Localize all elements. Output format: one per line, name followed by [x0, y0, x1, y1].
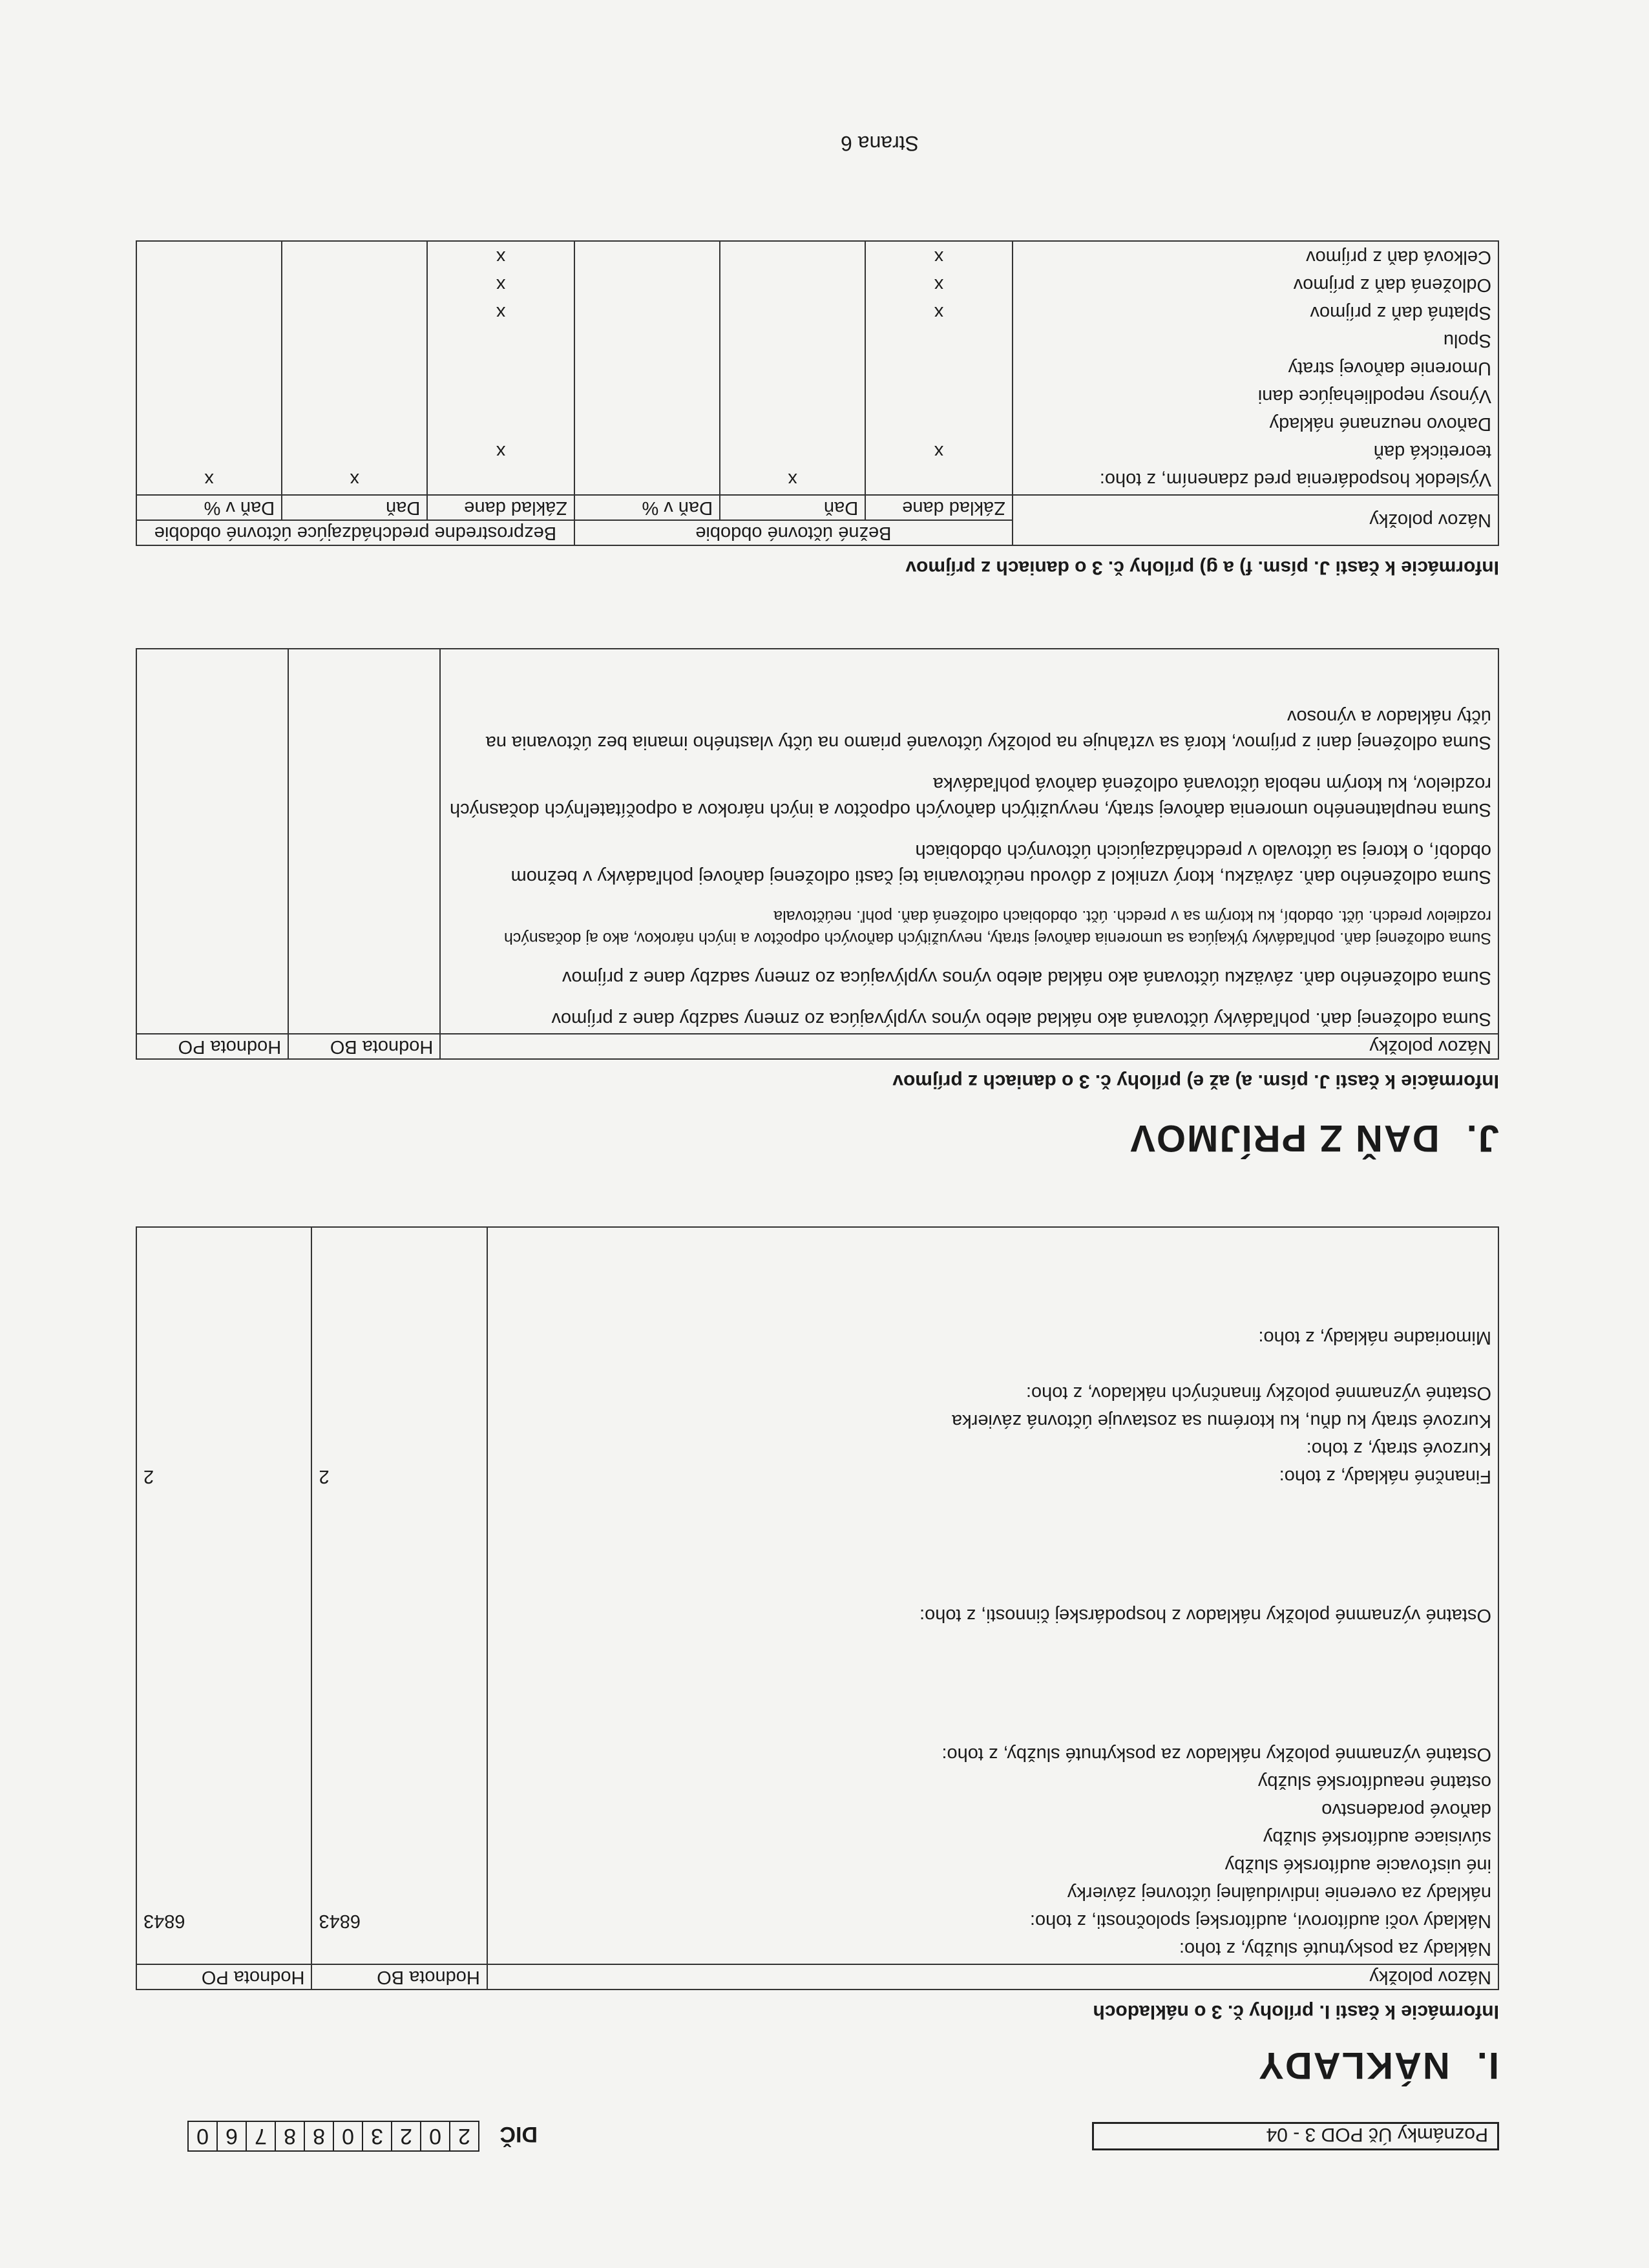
cost-row-po	[143, 1851, 304, 1879]
t2-row-cell: x	[934, 441, 944, 462]
t2-row-cell	[872, 465, 1005, 493]
section-i-heading: NÁKLADY	[1257, 2044, 1450, 2086]
col-header-name: Názov položky	[487, 1964, 1498, 1990]
t2-header-current: Bežné účtovné obdobie	[574, 520, 1013, 545]
t2-sub-header: Daň	[282, 495, 427, 520]
cost-row-bo	[319, 1879, 479, 1907]
cost-row-label: Finančné náklady, z toho:	[1279, 1466, 1491, 1487]
t2-row-cell	[582, 437, 713, 465]
t2-row-cell	[727, 271, 858, 299]
dic-digit: 2	[449, 2122, 478, 2150]
cost-row-bo	[319, 1573, 479, 1601]
t1-row-label: Suma odloženej dani z príjmov, ktorá sa vzťahuje na položky účtované priamo na účty vlastného imania bez účtovania na účty nákladov a výnosov	[485, 706, 1491, 753]
cost-row-label: súvisiace audítorské služby	[1263, 1827, 1491, 1848]
page-number: Strana 6	[841, 132, 919, 155]
cost-row-label	[494, 1351, 1491, 1379]
t2-col	[282, 241, 427, 495]
cost-row-label: Náklady voči audítorovi, audítorskej spoločnosti, z toho:	[1029, 1911, 1491, 1931]
t1-bo	[288, 649, 440, 1034]
t2-row-cell	[289, 354, 420, 382]
section-j-info1: Informácie k časti J. písm. a) až e) prílohy č. 3 o daniach z príjmov	[892, 1071, 1499, 1092]
cost-row-bo	[319, 1935, 479, 1962]
dic-digit: 0	[333, 2122, 362, 2150]
t2-row-cell	[872, 354, 1005, 382]
t2-header-previous: Bezprostredne predchádzajúce účtovné obdobie	[136, 520, 574, 545]
t1-header-bo: Hodnota BO	[288, 1034, 440, 1059]
t2-row-cell	[143, 354, 275, 382]
t2-row-cell	[582, 465, 713, 493]
cost-row-label	[494, 1629, 1491, 1657]
t2-row-cell	[289, 271, 420, 299]
t2-row-cell	[727, 354, 858, 382]
dic-digit: 0	[420, 2122, 449, 2150]
t2-row-cell: x	[496, 275, 506, 295]
cost-row-label: Ostatné významné položky nákladov z hospodárskej činnosti, z toho:	[919, 1605, 1491, 1626]
cost-row-bo	[319, 1768, 479, 1796]
cost-row-po	[143, 1490, 304, 1518]
cost-row-label: Ostatné významné položky nákladov za poskytnuté služby, z toho:	[941, 1744, 1491, 1765]
cost-row-po	[143, 1879, 304, 1907]
t2-row-cell	[143, 271, 275, 299]
t2-row-cell	[289, 326, 420, 354]
t2-row-cell	[143, 326, 275, 354]
cost-row-label	[494, 1546, 1491, 1573]
t2-row-cell	[727, 410, 858, 437]
t2-row-cell	[727, 326, 858, 354]
cost-row-po	[143, 1601, 304, 1629]
section-i-number: I.	[1475, 2044, 1499, 2086]
dic-digit: 0	[196, 2124, 209, 2148]
cost-row-po	[143, 1351, 304, 1379]
dic-digit: 6	[216, 2122, 246, 2150]
cost-row-po	[143, 1935, 304, 1962]
cost-row-bo	[319, 1379, 479, 1407]
cost-row-bo	[319, 1685, 479, 1712]
t2-row-cell	[143, 382, 275, 410]
cost-row-label: Ostatné významné položky finančných nákladov, z toho:	[1025, 1383, 1491, 1403]
section-j-title	[1129, 1117, 1499, 1160]
t1-row-label: Suma odloženého daň. záväzku, ktorý vznikol z dôvodu neúčtovania tej časti odloženej daňovej pohľadávky v bežnom období, o ktorej sa účtovalo v predchádzajúcich účtovných obdobiach	[510, 841, 1491, 887]
cost-row-label: Kurzové straty ku dňu, ku ktorému sa zostavuje účtovná závierka	[952, 1411, 1491, 1431]
cost-row-bo	[319, 1657, 479, 1685]
t2-row-cell: x	[350, 469, 359, 490]
cost-row-po	[143, 1685, 304, 1712]
t2-row-cell: x	[496, 441, 506, 462]
t2-row-cell	[582, 271, 713, 299]
cost-row-bo	[319, 1601, 479, 1629]
dic-label: DIČ	[499, 2122, 538, 2147]
t2-row-cell	[143, 410, 275, 437]
cost-row-po	[143, 1407, 304, 1434]
cost-row-bo	[319, 1823, 479, 1851]
costs-po	[136, 1227, 311, 1964]
section-j-info2: Informácie k časti J. písm. f) a g) prílohy č. 3 o daniach z príjmov	[905, 557, 1499, 578]
t2-row-cell	[582, 354, 713, 382]
t1-row-label: Suma odloženej daň. pohľadávky týkajúca sa umorenia daňovej straty, nevyužitých daňových odpočtov a iných nárokov, ako aj dočasných rozdielov predch. účt. období, ku ktorým sa v predch. účt. obdobiach odložená daň. pohľ. neúčtovala	[503, 907, 1491, 947]
t2-row-cell	[434, 382, 567, 410]
cost-row-bo: 6843	[319, 1911, 361, 1931]
col-header-po: Hodnota PO	[136, 1964, 311, 1990]
t2-row-label: Splatná daň z príjmov	[1310, 302, 1491, 323]
cost-row-bo	[319, 1712, 479, 1740]
t1-po	[136, 649, 288, 1034]
t2-row-label: Výsledok hospodárenia pred zdanením, z toho:	[1099, 469, 1491, 490]
cost-row-label: Náklady za poskytnuté služby, z toho:	[1179, 1938, 1491, 1959]
cost-row-label: iné uisťovacie audítorské služby	[1224, 1855, 1491, 1876]
t2-col	[136, 241, 282, 495]
t2-row-cell	[143, 243, 275, 271]
t2-row-cell	[289, 437, 420, 465]
t1-row-label: Suma odloženej daň. pohľadávky účtovaná ako náklad alebo výnos vyplývajúca zo zmeny sadzby dane z príjmov	[551, 1009, 1491, 1029]
t2-sub-header: Daň v %	[574, 495, 720, 520]
t2-row-cell	[289, 410, 420, 437]
section-j-number: J.	[1465, 1117, 1499, 1159]
cost-row-label: daňové poradenstvo	[1321, 1800, 1491, 1820]
cost-row-label: Kurzové straty, z toho:	[1306, 1438, 1491, 1459]
costs-table	[136, 1226, 1499, 1990]
cost-row-po: 6843	[143, 1911, 185, 1931]
t2-row-cell	[872, 382, 1005, 410]
cost-row-po	[143, 1573, 304, 1601]
t2-row-cell	[727, 299, 858, 326]
t1-rows	[440, 649, 1498, 1034]
dic-digit: 8	[304, 2122, 333, 2150]
t2-row-cell	[582, 326, 713, 354]
cost-row-label: Mimoriadne náklady, z toho:	[1258, 1327, 1491, 1348]
t2-row-cell	[289, 243, 420, 271]
cost-row-bo	[319, 1351, 479, 1379]
cost-row-label	[494, 1518, 1491, 1546]
dic-digit: 8	[275, 2122, 304, 2150]
t2-row-cell	[143, 437, 275, 465]
tax-table-2	[136, 240, 1499, 546]
t2-row-cell	[872, 326, 1005, 354]
cost-row-bo	[319, 1490, 479, 1518]
dic-digit: 7	[246, 2122, 275, 2150]
dic-digit: 2	[391, 2122, 420, 2150]
cost-row-label	[494, 1712, 1491, 1740]
t1-row-label: Suma odloženého daň. záväzku účtovaná ako náklad alebo výnos vyplývajúca zo zmeny sadzby dane z príjmov	[562, 967, 1491, 988]
cost-row-label	[494, 1573, 1491, 1601]
t2-row-cell	[727, 382, 858, 410]
cost-row-po	[143, 1740, 304, 1768]
t2-row-cell	[727, 437, 858, 465]
t2-row-cell	[434, 410, 567, 437]
t2-row-cell: x	[934, 302, 944, 323]
section-j-heading: DAŇ Z PRÍJMOV	[1129, 1117, 1440, 1159]
cost-row-label	[494, 1490, 1491, 1518]
t2-sub-header: Základ dane	[427, 495, 574, 520]
t2-sub-header: Daň	[720, 495, 865, 520]
t2-row-label: Celková daň z príjmov	[1306, 247, 1491, 268]
cost-row-po	[143, 1434, 304, 1462]
dic-digits	[187, 2121, 479, 2152]
t2-row-cell	[727, 243, 858, 271]
cost-row-label: náklady za overenie individuálnej účtovnej závierky	[1067, 1883, 1491, 1904]
t2-row-cell	[582, 243, 713, 271]
t2-row-cell	[872, 410, 1005, 437]
dic-digit: 3	[362, 2122, 391, 2150]
t2-row-label: Odložená daň z príjmov	[1293, 275, 1491, 295]
t2-row-cell: x	[204, 469, 214, 490]
cost-row-bo	[319, 1740, 479, 1768]
cost-row-po	[143, 1546, 304, 1573]
t2-sub-header: Daň v %	[136, 495, 282, 520]
cost-row-bo	[319, 1434, 479, 1462]
cost-row-label	[494, 1685, 1491, 1712]
t2-row-cell	[143, 299, 275, 326]
t2-col	[720, 241, 865, 495]
t2-labels	[1013, 241, 1498, 495]
costs-bo	[311, 1227, 487, 1964]
cost-row-po	[143, 1712, 304, 1740]
cost-row-label: ostatné neaudítorské služby	[1257, 1772, 1491, 1792]
t2-row-cell	[582, 382, 713, 410]
t2-row-cell	[289, 299, 420, 326]
t2-header-name: Názov položky	[1013, 495, 1498, 545]
section-i-title	[1257, 2044, 1499, 2087]
cost-row-bo	[319, 1546, 479, 1573]
t2-row-cell	[434, 354, 567, 382]
t2-row-cell	[582, 410, 713, 437]
t2-row-cell: x	[934, 275, 944, 295]
cost-row-po	[143, 1518, 304, 1546]
tax-table-1	[136, 648, 1499, 1060]
cost-row-bo	[319, 1518, 479, 1546]
section-i-info: Informácie k časti I. prílohy č. 3 o nákladoch	[1093, 2001, 1499, 2022]
t2-row-label: Spolu	[1443, 330, 1491, 351]
t2-row-label: Daňovo neuznané náklady	[1269, 414, 1491, 434]
cost-row-bo	[319, 1407, 479, 1434]
t1-header-po: Hodnota PO	[136, 1034, 288, 1059]
cost-row-bo	[319, 1629, 479, 1657]
t2-row-cell: x	[496, 247, 506, 268]
t1-header-name: Názov položky	[440, 1034, 1498, 1059]
t2-row-label: teoretická daň	[1373, 441, 1491, 462]
cost-row-po	[143, 1323, 304, 1351]
t1-row-label: Suma neuplatneného umorenia daňovej straty, nevyužitých daňových odpočtov a iných nárokov a odpočítateľných dočasných rozdielov, ku ktorým nebola účtovaná odložená daňová pohľadávka	[450, 773, 1491, 820]
cost-row-label	[494, 1657, 1491, 1685]
cost-row-bo	[319, 1323, 479, 1351]
t2-row-cell	[434, 326, 567, 354]
cost-row-po	[143, 1768, 304, 1796]
costs-labels	[487, 1227, 1498, 1964]
cost-row-po	[143, 1796, 304, 1823]
t2-row-cell: x	[496, 302, 506, 323]
t2-row-cell	[434, 465, 567, 493]
t2-row-label: Umorenie daňovej straty	[1288, 358, 1491, 379]
cost-row-po	[143, 1823, 304, 1851]
t2-col	[574, 241, 720, 495]
cost-row-po	[143, 1629, 304, 1657]
t2-row-label: Výnosy nepodliehajúce dani	[1257, 386, 1491, 406]
t2-row-cell: x	[934, 247, 944, 268]
t2-col	[427, 241, 574, 495]
cost-row-po	[143, 1379, 304, 1407]
t2-row-cell	[289, 382, 420, 410]
cost-row-po	[143, 1657, 304, 1685]
t2-row-cell: x	[788, 469, 797, 490]
form-title: Poznámky Úč POD 3 - 04	[1092, 2122, 1499, 2150]
t2-row-cell	[582, 299, 713, 326]
col-header-bo: Hodnota BO	[311, 1964, 487, 1990]
t2-col	[865, 241, 1013, 495]
cost-row-bo	[319, 1851, 479, 1879]
cost-row-bo: 2	[319, 1466, 330, 1487]
cost-row-po: 2	[143, 1466, 154, 1487]
cost-row-bo	[319, 1796, 479, 1823]
t2-sub-header: Základ dane	[865, 495, 1013, 520]
